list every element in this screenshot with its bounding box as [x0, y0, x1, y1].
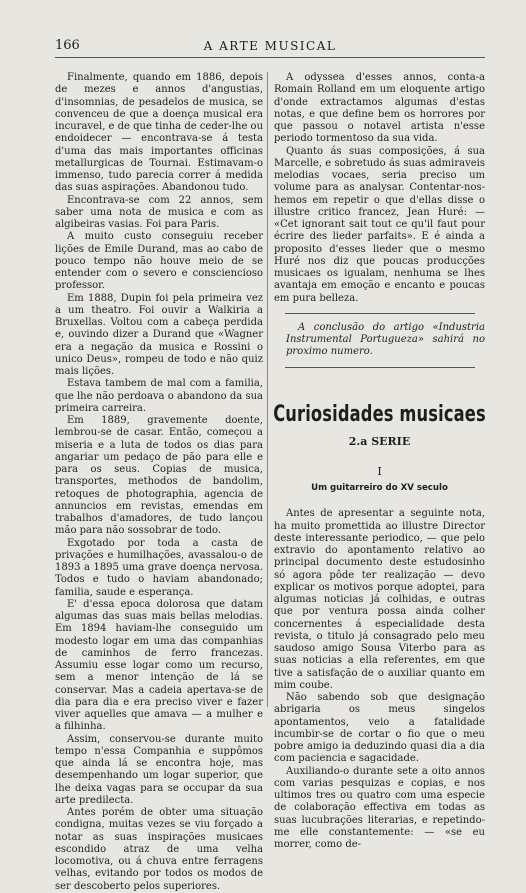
paragraph: A muito custo conseguiu receber lições de Emile Durand, mas ao cabo de pouco tempo não houve meio de se entender com o severo e consciencioso professor.	[55, 231, 263, 292]
header-rule	[55, 57, 485, 58]
paragraph: E' d'essa epoca dolorosa que datam algumas das suas mais bellas melodias. Em 1894 haviam-lhe conseguido um modesto logar em uma das companhias de caminhos de ferro francezas. Assumiu esse logar como um recurso, sem a menor intenção de lá se conservar. Mas a cadeia apertava-se de dia para dia e era preciso viver e fazer viver aquelles que amava — a mulher e a filhinha.	[55, 598, 263, 733]
running-header	[55, 38, 485, 54]
paragraph: A odyssea d'esses annos, conta-a Romain Rolland em um eloquente artigo d'onde extractamos algumas d'estas notas, e que define bem os horrores por que passou o notavel artista n'esse periodo tormentoso da sua vida.	[274, 72, 485, 145]
paragraph: Exgotado por toda a casta de privações e humilhações, avassalou-o de 1893 a 1895 uma grave doença nervosa. Todos e tudo o haviam abandonado; familia, saude e esperança.	[55, 537, 263, 598]
paragraph: Encontrava-se com 22 annos, sem saber uma nota de musica e com as algibeiras vasias. Foi para Paris.	[55, 194, 263, 230]
running-title: A ARTE MUSICAL	[203, 39, 337, 53]
page-number: 166	[55, 38, 80, 53]
separator-rule	[285, 367, 475, 368]
paragraph: Auxiliando-o durante sete a oito annos com varias pesquizas e copias, e nos ultimos tres ou quatro com uma especie de colaboração effectiva em todas as suas lucubrações literarias, e repetindo-me elle constantemente: — «se eu morrer, como de-	[274, 765, 485, 850]
chapter-numeral: I	[377, 464, 382, 478]
paragraph: Em 1889, gravemente doente, lembrou-se de casar. Então, começou a miseria e a luta de todos os dias para angariar um pedaço de pão para elle e para os seus. Copias de musica, transportes, methodos de bandolim, retoques de photographia, agencia de annuncios em revistas, emendas em trabalhos d'amadores, de tudo lançou mão para não sossobrar de todo.	[55, 415, 263, 537]
separator-rule	[285, 313, 475, 314]
editorial-note: A conclusão do artigo «Industria Instrumental Portugueza» sahirá no proximo numero.	[286, 321, 485, 358]
left-column	[55, 72, 263, 893]
paragraph: Estava tambem de mal com a familia, que lhe não perdoava o abandono da sua primeira carreira.	[55, 378, 263, 414]
section-title: Curiosidades musicaes	[273, 401, 486, 427]
paragraph: Finalmente, quando em 1886, depois de mezes e annos d'angustias, d'insomnias, de pesadelos de musica, se convenceu de que a doença musical era incuravel, e de que tinha de ceder-lhe ou endoidecer — encontrava-se á testa d'uma das mais importantes officinas metallurgicas de Tournai. Estimavam-o immenso, tudo parecia correr á medida das suas aspirações. Abandonou tudo.	[55, 72, 264, 194]
article-subtitle: Um guitarreiro do XV seculo	[311, 483, 448, 493]
paragraph: Antes de apresentar a seguinte nota, ha muito promettida ao illustre Director deste interessante periodico, — que pelo extravio do apontamento relativo ao principal documento deste estudosinho só agora pôde ter realização — devo explicar os motivos porque adoptei, para algumas noticias já colhidas, e outras que por ventura possa ainda colher concernentes á especialidade desta revista, o titulo já consagrado pelo meu saudoso amigo Sousa Viterbo para as suas noticias a ella referentes, em que tive a satisfação de o auxiliar quanto em mim coube.	[274, 508, 485, 691]
paragraph: Assim, conservou-se durante muito tempo n'essa Companhia e suppômos que ainda lá se encontra hoje, mas desempenhando um logar superior, que lhe deixa vagas para se occupar da sua arte predilecta.	[55, 733, 263, 806]
series-label: 2.a SERIE	[348, 434, 411, 448]
column-divider	[267, 72, 268, 707]
right-column	[274, 72, 485, 851]
paragraph: Em 1888, Dupin foi pela primeira vez a um theatro. Foi ouvir a Walkiria a Bruxellas. Voltou com a cabeça perdida e, ouvindo dizer a Durand que «Wagner era a negação da musica e Rossini o unico Deus», rompeu de todo e não quiz mais lições.	[55, 292, 263, 377]
paragraph: Antes porém de obter uma situação condigna, muitas vezes se viu forçado a notar as suas inspirações musicaes escondido atraz de uma velha locomotiva, ou á chuva entre ferragens velhas, evitando por todos os modos de ser descoberto pelos superiores.	[55, 807, 263, 892]
paragraph: Quanto ás suas composições, á sua Marcelle, e sobretudo ás suas admiraveis melodias vocaes, seria preciso um volume para as analysar. Contentar-nos-hemos em repetir o que d'ellas disse o illustre critico francez, Jean Huré: — «Cet ignorant sait tout ce qu'il faut pour écrire des lieder parfaits». E é ainda a proposito d'esses lieder que o mesmo Huré nos diz que poucas producções musicaes os igualam, nenhuma se lhes avantaja em emoção e encanto e poucas em pura belleza.	[274, 145, 485, 304]
paragraph: Não sabendo sob que designação abrigaria os meus singelos apontamentos, veio a fatalidade incumbir-se de cortar o fio que o meu pobre amigo ia deduzindo quasi dia a dia com paciencia e sagacidade.	[274, 692, 485, 765]
